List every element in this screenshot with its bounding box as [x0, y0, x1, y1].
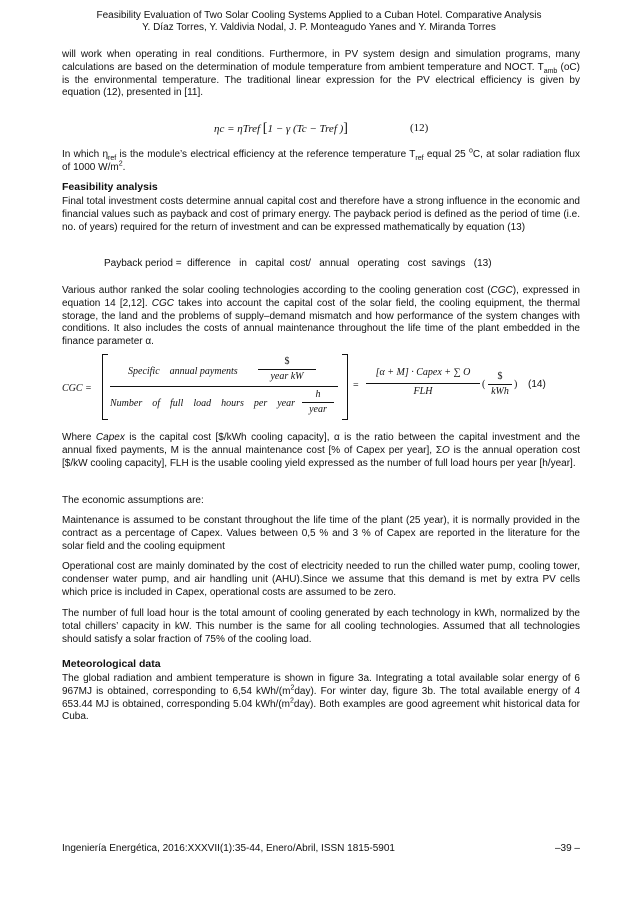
paragraph-full-load-hours: The number of full load hour is the total amount of cooling generated by each technology in kWh, normalized by the total chillers’ capacity in kW. This number is the same for all cooling technologies. Assumed that all technologies should satisfy a solar fraction of 75% of the cooling load. [62, 608, 580, 645]
equation-14-right-bracket [342, 354, 348, 420]
equation-14-den-unit-line [302, 402, 334, 403]
equation-14-rhs-denominator: FLH [413, 386, 433, 397]
equation-14-rhs-fraction-line [366, 383, 480, 384]
equation-12-body: 1 − γ (Tc − Tref ) [267, 123, 344, 135]
equation-14-den-unit-bottom: year [309, 404, 327, 415]
paragraph-cgc: Various author ranked the solar cooling technologies according to the cooling generation cost (CGC), expressed in equation 14 [2,12]. CGC takes into account the capital cost of the solar field, the cooling equipment, the thermal storage, the land and the problems of supply–demand mismatch and how performance of the system changes with conditions. It also includes the costs of annual maintenance throughout the life time of the plant embedded in the finance parameter α. [62, 285, 580, 348]
equation-13: Payback period = difference in capital cost/ annual operating cost savings (13) [104, 258, 492, 269]
paragraph-economic-assumptions: The economic assumptions are: [62, 495, 204, 506]
equation-12-number: (12) [410, 122, 429, 134]
paragraph-pv-temperature: will work when operating in real conditions. Furthermore, in PV system design and simulation programs, many calculations are based on the determination of module temperature from ambient temperature and NOCT. $T_{amb}$ (oC) is the environmental temperature. The traditional linear expression for the PV electrical efficiency is given by equation (12), presented in [11]. [62, 49, 580, 99]
equation-14-main-fraction-line [110, 386, 338, 387]
paragraph-where-capex: Where Capex is the capital cost [$/kWh cooling capacity], α is the ratio between the capital investment and the annual fixed payments, M is the annual maintenance cost [% of Capex per year], ΣO is the annual operation cost [$/kW cooling capacity], FLH is the usable cooling yield expressed as the number of full load hours per year [h/year]. [62, 432, 581, 469]
equation-12-lhs: ηc = ηTref [214, 123, 261, 135]
equation-14-equals: = [353, 380, 359, 391]
running-header-title: Feasibility Evaluation of Two Solar Cooling Systems Applied to a Cuban Hotel. Comparative Analysis [96, 10, 542, 21]
equation-14: CGC = Specific annual payments $ year kW Number of full load hours per year h year = [α + M] · Capex + ∑ O FLH ( $ kWh ) (14) [62, 352, 580, 422]
paragraph-investment-costs: Final total investment costs determine annual capital cost and therefore have a strong influence in the economic and financial values such as payback and cost of primary energy. The payback period is defined as the period of time (i.e. no. of years) required for the return of investment and can be expressed mathematically by equation (13) [62, 196, 580, 233]
equation-14-unit-line [488, 384, 512, 385]
footer-page-number: –39 – [554, 843, 580, 854]
footer-journal-citation: Ingeniería Energética, 2016:XXXVII(1):35-44, Enero/Abril, ISSN 1815-5901 [62, 843, 395, 854]
equation-14-num-unit-top: $ [284, 356, 290, 367]
equation-14-denominator: Number of full load hours per year [110, 398, 295, 409]
equation-14-numerator: Specific annual payments [128, 366, 238, 377]
equation-14-left-bracket [102, 354, 108, 420]
equation-14-lhs: CGC = [62, 383, 92, 394]
equation-14-rhs-numerator: [α + M] · Capex + ∑ O [375, 367, 471, 378]
equation-14-num-unit-bottom: year kW [270, 371, 304, 382]
paragraph-meteorological: The global radiation and ambient temperature is shown in figure 3a. Integrating a total available solar energy of 6 967MJ is obtained, corresponding to 6,54 kWh/$(m^2day)$. For winter day, figure 3b. The total available energy of 4 653.44 MJ is obtained, corresponding 5.04 kWh/$(m^2day)$. Both examples are good agreement whit historical data for Cuba. [62, 673, 581, 723]
equation-14-number: (14) [528, 379, 546, 390]
equation-12: ηc = ηTref [1 − γ (Tc − Tref )] [214, 121, 348, 136]
heading-feasibility-analysis: Feasibility analysis [62, 181, 158, 193]
equation-14-num-unit-line [258, 369, 316, 370]
equation-14-den-unit-top: h [315, 389, 321, 400]
running-header-authors: Y. Díaz Torres, Y. Valdivia Nodal, J. P. Monteagudo Yanes and Y. Miranda Torres [142, 22, 496, 33]
equation-14-unit-top: $ [497, 371, 503, 382]
paragraph-maintenance: Maintenance is assumed to be constant throughout the life time of the plant (25 year), it is normally provided in the contract as a percentage of Capex. Values between 0,5 % and 3 % of Capex are reported in the literature for the solar field and the cooling equipment [62, 515, 580, 552]
paragraph-efficiency: In which $\eta_{ref}$ is the module’s electrical efficiency at the reference temperature $T_{ref}$ equal 25 $^o$C, at solar radiation flux of 1000 $W/m^2$. [62, 147, 580, 173]
heading-meteorological-data: Meteorological data [62, 658, 161, 670]
equation-14-unit-bottom: kWh [491, 386, 509, 397]
paragraph-operational-cost: Operational cost are mainly dominated by the cost of electricity needed to run the chilled water pump, cooling tower, condenser water pump, and air handling unit (AHU).Since we assume that this demand is met by extra PV cells which price is included in Capex, operational costs are assumed to be zero. [62, 561, 580, 598]
